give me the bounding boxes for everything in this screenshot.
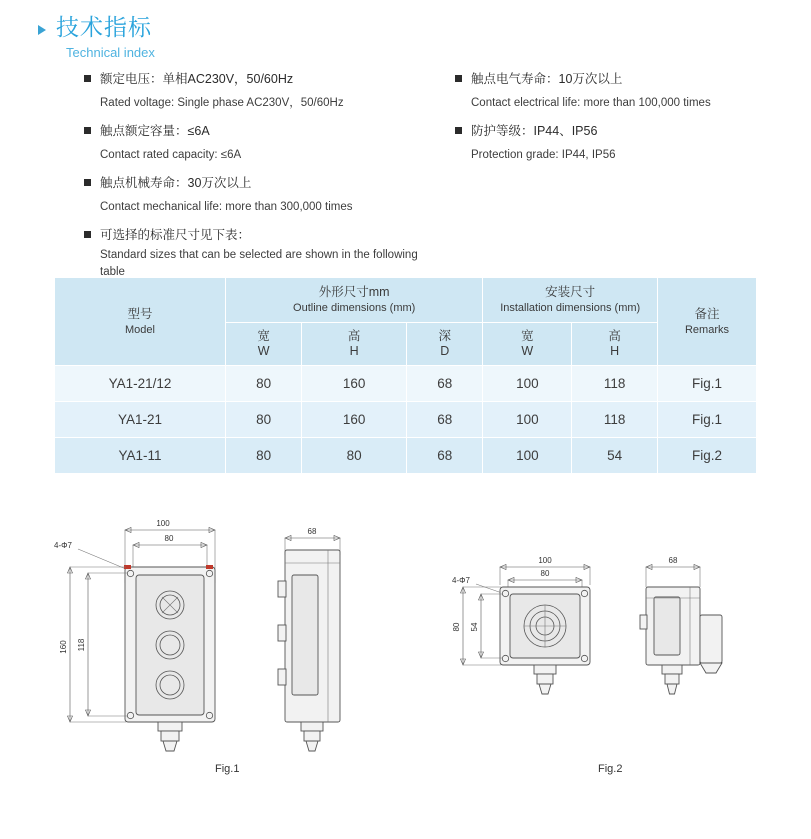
cell-model: YA1-11 [55, 438, 226, 474]
header-install [483, 278, 658, 323]
svg-text:80: 80 [164, 534, 174, 543]
spec-item [84, 174, 444, 216]
subheader-en: D [440, 344, 450, 358]
header-model-cn: 型号 [127, 306, 153, 321]
spec-en: Contact electrical life: more than 100,000 times [471, 97, 711, 109]
cell-d: 68 [407, 366, 483, 402]
svg-text:80: 80 [452, 622, 461, 632]
cell-model: YA1-21 [55, 402, 226, 438]
spec-cn: 触点电气寿命：10万次以上 [455, 70, 795, 88]
cell-iw: 100 [483, 438, 572, 474]
spec-en: Protection grade: IP44, IP56 [471, 149, 616, 161]
cell-ih: 118 [572, 402, 658, 438]
subheader-cn: 宽 [257, 329, 270, 343]
cell-remarks: Fig.1 [658, 402, 757, 438]
spec-en: Contact rated capacity: ≤6A [100, 149, 242, 161]
dimensions-table [54, 277, 757, 474]
spec-cn: 触点额定容量：≤6A [84, 122, 444, 140]
svg-text:68: 68 [668, 556, 678, 565]
cell-d: 68 [407, 438, 483, 474]
cell-w: 80 [226, 366, 302, 402]
spec-item [455, 70, 795, 112]
figure-2-caption: Fig.2 [598, 763, 623, 775]
title-chinese: 技术指标 [56, 14, 152, 40]
cell-ih: 118 [572, 366, 658, 402]
cell-remarks: Fig.1 [658, 366, 757, 402]
svg-text:160: 160 [59, 640, 68, 654]
table-header-row [55, 278, 757, 323]
header-install-cn: 安装尺寸 [545, 285, 596, 299]
subheader-cn: 高 [347, 329, 361, 343]
spec-en: Contact mechanical life: more than 300,000 times [100, 201, 353, 213]
subheader-en: H [610, 344, 620, 358]
cell-w: 80 [226, 402, 302, 438]
svg-text:54: 54 [470, 622, 479, 632]
cell-h: 160 [302, 366, 407, 402]
figure-2-drawing [450, 545, 780, 775]
svg-text:4-Φ7: 4-Φ7 [452, 576, 470, 585]
header-remarks [658, 278, 757, 366]
spec-item [84, 70, 444, 112]
subheader-en: W [257, 344, 270, 358]
subheader-install-w [483, 323, 572, 366]
table-row [55, 402, 757, 438]
svg-text:100: 100 [538, 556, 552, 565]
cell-ih: 54 [572, 438, 658, 474]
subheader-cn: 深 [438, 329, 451, 343]
triangle-bullet-icon [38, 25, 46, 35]
cell-iw: 100 [483, 366, 572, 402]
cell-remarks: Fig.2 [658, 438, 757, 474]
spec-cn: 额定电压：单相AC230V，50/60Hz [84, 70, 444, 88]
svg-text:118: 118 [77, 638, 86, 652]
spec-item [84, 122, 444, 164]
header-remarks-en: Remarks [684, 323, 729, 336]
table-row [55, 438, 757, 474]
header-outline-en: Outline dimensions (mm) [293, 302, 416, 314]
spec-en: Standard sizes that can be selected are shown in the following table [100, 249, 418, 278]
spec-en: Rated voltage: Single phase AC230V，50/60Hz [100, 97, 344, 109]
svg-text:68: 68 [307, 527, 317, 536]
cell-iw: 100 [483, 402, 572, 438]
header-model [55, 278, 226, 366]
header-outline [226, 278, 483, 323]
header-install-en: Installation dimensions (mm) [500, 302, 641, 314]
header-model-en: Model [125, 323, 155, 336]
svg-text:80: 80 [540, 569, 550, 578]
subheader-outline-d [407, 323, 483, 366]
spec-list-right [455, 70, 795, 174]
subheader-en: W [521, 344, 534, 358]
svg-text:100: 100 [156, 519, 170, 528]
header-outline-cn: 外形尺寸mm [318, 285, 390, 299]
subheader-outline-h [302, 323, 407, 366]
header-remarks-cn: 备注 [694, 306, 720, 321]
subheader-install-h [572, 323, 658, 366]
cell-h: 80 [302, 438, 407, 474]
spec-cn: 触点机械寿命：30万次以上 [84, 174, 444, 192]
subheader-cn: 高 [608, 329, 621, 343]
page-title [38, 16, 152, 39]
table-row [55, 366, 757, 402]
cell-model: YA1-21/12 [55, 366, 226, 402]
spec-list-left [84, 70, 444, 291]
title-english: Technical index [66, 45, 155, 60]
figure-1-caption: Fig.1 [215, 763, 240, 775]
cell-h: 160 [302, 402, 407, 438]
cell-d: 68 [407, 402, 483, 438]
subheader-en: H [349, 344, 359, 358]
subheader-cn: 宽 [521, 329, 534, 343]
figure-1-drawing [40, 505, 420, 775]
spec-item [84, 226, 444, 281]
subheader-outline-w [226, 323, 302, 366]
cell-w: 80 [226, 438, 302, 474]
spec-item [455, 122, 795, 164]
svg-text:4-Φ7: 4-Φ7 [54, 541, 72, 550]
spec-cn: 防护等级：IP44、IP56 [455, 122, 795, 140]
spec-cn: 可选择的标准尺寸见下表： [84, 226, 444, 244]
